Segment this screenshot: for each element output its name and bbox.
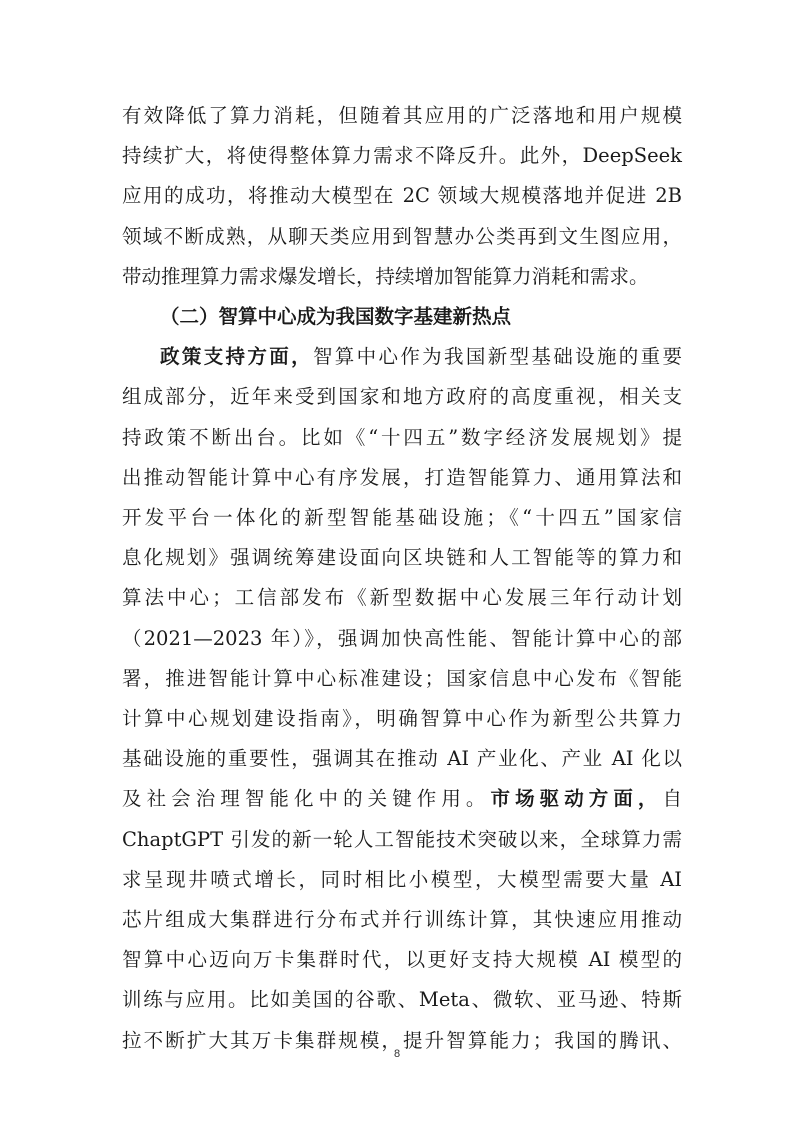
section-heading: （二）智算中心成为我国数字基建新热点 <box>160 305 512 328</box>
paragraph-line <box>160 339 682 375</box>
paragraph-line: 计算中心规划建设指南》，明确智算中心作为新型公共算力 <box>122 707 682 730</box>
paragraph-line: 组成部分，近年来受到国家和地方政府的高度重视，相关支 <box>122 385 682 409</box>
paragraph-line: 应用的成功，将推动大模型在 2C 领域大规模落地并促进 2B <box>122 184 682 208</box>
paragraph-line: 署，推进智能计算中心标准建设；国家信息中心发布《智能 <box>122 666 682 690</box>
paragraph-line <box>122 781 682 817</box>
market-driven-lead: 市场驱动方面， <box>490 787 663 811</box>
page-number: 8 <box>393 1048 401 1060</box>
paragraph-text: 自 <box>662 787 682 811</box>
paragraph-text: 智算中心作为我国新型基础设施的重要 <box>312 345 682 369</box>
paragraph-line: 基础设施的重要性，强调其在推动 AI 产业化、产业 AI 化以 <box>122 747 682 771</box>
paragraph-line: 求呈现井喷式增长，同时相比小模型，大模型需要大量 AI <box>122 867 682 891</box>
paragraph-line: 芯片组成大集群进行分布式并行训练计算，其快速应用推动 <box>122 908 682 931</box>
policy-support-lead: 政策支持方面， <box>160 345 313 369</box>
paragraph-line: 开发平台一体化的新型智能基础设施；《“十四五”国家信 <box>122 506 682 529</box>
paragraph-line: 训练与应用。比如美国的谷歌、Meta、微软、亚马逊、特斯 <box>122 988 682 1012</box>
paragraph-text: 及社会治理智能化中的关键作用。 <box>122 787 491 811</box>
paragraph-line: （2021—2023 年）》，强调加快高性能、智能计算中心的部 <box>122 626 682 650</box>
paragraph-line: 智算中心迈向万卡集群时代，以更好支持大规模 AI 模型的 <box>122 948 682 972</box>
paragraph-line: 息化规划》强调统筹建设面向区块链和人工智能等的算力和 <box>122 546 682 570</box>
paragraph-line: ChaptGPT 引发的新一轮人工智能技术突破以来，全球算力需 <box>122 827 682 851</box>
paragraph-line: 有效降低了算力消耗，但随着其应用的广泛落地和用户规模 <box>122 104 682 127</box>
paragraph-line: 持续扩大，将使得整体算力需求不降反升。此外，DeepSeek <box>122 144 682 168</box>
paragraph-line: 拉不断扩大其万卡集群规模，提升智算能力；我国的腾讯、 <box>122 1028 682 1052</box>
paragraph-line: 算法中心；工信部发布《新型数据中心发展三年行动计划 <box>122 586 682 610</box>
paragraph-line: 带动推理算力需求爆发增长，持续增加智能算力消耗和需求。 <box>122 264 649 288</box>
paragraph-line: 持政策不断出台。比如《“十四五”数字经济发展规划》提 <box>122 425 682 449</box>
paragraph-line: 出推动智能计算中心有序发展，打造智能算力、通用算法和 <box>122 465 682 489</box>
paragraph-line: 领域不断成熟，从聊天类应用到智慧办公类再到文生图应用， <box>122 224 682 248</box>
